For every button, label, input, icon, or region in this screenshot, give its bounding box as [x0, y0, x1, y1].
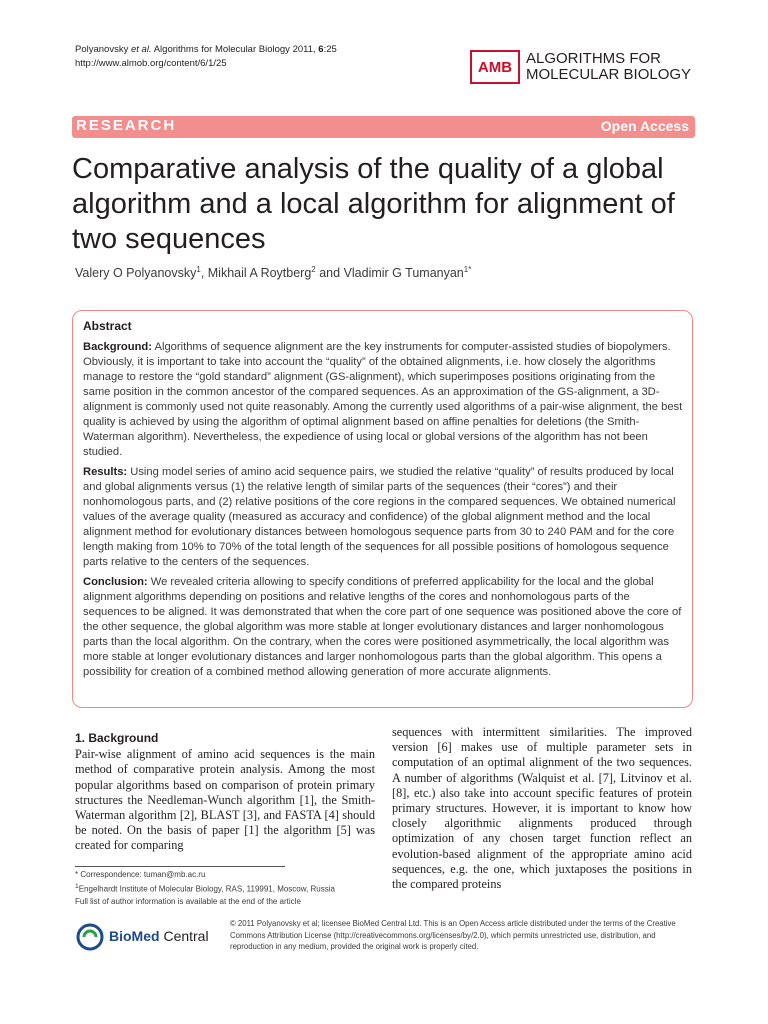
abstract-results	[83, 465, 683, 570]
author-3: Vladimir G Tumanyan	[343, 266, 464, 281]
correspondence: * Correspondence: tuman@mb.ac.ru	[75, 870, 206, 879]
footnotes	[75, 869, 375, 908]
author-separator: ,	[200, 266, 208, 281]
author-2-affil: 2	[311, 265, 316, 274]
background-text: Algorithms of sequence alignment are the key instruments for computer-assisted studies of biopolymers. Obviously, it is important to take into account the “quality” of the obtained alignments, i.e. how closely the algorithms manage to restore the “gold standard” alignment (GS-alignment), which superimposes positions originating from the same position in the common ancestor of the compared sequences. As an approximation of the GS-alignment, a 3D-alignment is commonly used not quite reasonably. Among the currently used algorithms of a pair-wise alignment, the best quality is achieved by using the algorithm of optimal alignment based on affine penalties for deletions (the Smith-Waterman algorithm). Nevertheless, the expedience of using local or global versions of the algorithm has not been studied.	[83, 341, 683, 458]
article-url[interactable]: http://www.almob.org/content/6/1/25	[75, 58, 227, 69]
citation-volume: 6	[318, 44, 324, 55]
body-column-right	[392, 725, 692, 892]
citation-authors: Polyanovsky	[75, 44, 131, 55]
abstract-box	[72, 310, 693, 708]
biomed-swirl-icon	[75, 923, 105, 951]
open-access-label: Open Access	[600, 118, 689, 134]
citation-page: :25	[323, 44, 337, 55]
results-text: Using model series of amino acid sequence pairs, we studied the relative “quality” of results produced by local and global alignments versus (1) the relative length of similar parts of the sequences (their “cores”) and their nonhomologous parts, and (2) relative positions of the core regions in the compared sequences. We obtained numerical values of the average quality (measured as accuracy and confidence) of the global alignment method and the local alignment method for evolutionary distances between homologous sequence parts from 30 to 240 PAM and for the core length making from 10% to 70% of the total length of the sequences for all possible positions of homologous sequence parts relative to the centers of the sequences.	[83, 466, 676, 568]
citation-year: 2011,	[292, 44, 319, 55]
citation-header	[75, 43, 337, 71]
abstract-heading: Abstract	[83, 319, 132, 333]
article-type-band	[72, 116, 695, 138]
author-list	[75, 265, 695, 280]
footnote-divider	[75, 866, 285, 867]
section-heading: 1. Background	[75, 731, 159, 745]
body-paragraph-left: Pair-wise alignment of amino acid sequences is the main method of comparative protein analysis. Among the most popular algorithms based on comparison of protein primary structures the Needleman-Wunch algorithm [1], the Smith-Waterman algorithm [2], BLAST [3], and FASTA [4] should be noted. On the basis of paper [1] the algorithm [5] was created for comparing	[75, 747, 375, 853]
background-label: Background:	[83, 341, 152, 353]
author-1-affil: 1	[196, 265, 201, 274]
body-paragraph-right: sequences with intermittent similarities. The improved version [6] makes use of multiple parameter sets in computation of an optimal alignment of the two sequences. A number of algorithms (Walquist et al. [7], Litvinov et al. [8], etc.) also take into account specific features of protein primary structures. However, it is important to know how closely algorithmic alignments produced through optimization of any chosen target function reflect an evolution-based alignment of the appropriate amino acid sequences, e.g. the one, which juxtaposes the positions in the compared proteins	[392, 725, 692, 892]
journal-name	[526, 51, 691, 83]
affiliation	[75, 881, 375, 896]
author-separator: and	[315, 266, 344, 281]
affiliation-sup: 1	[75, 883, 79, 890]
conclusion-label: Conclusion:	[83, 576, 148, 588]
author-3-affil: 1*	[463, 265, 472, 274]
license-text: © 2011 Polyanovsky et al; licensee BioMed Central Ltd. This is an Open Access article distributed under the terms of the Creative Commons Attribution License (http://creativecommons.org/licenses/by/2.0), which permits unrestricted use, distribution, and reproduction in any medium, provided the original work is properly cited.	[230, 919, 676, 951]
citation-journal: Algorithms for Molecular Biology	[151, 44, 293, 55]
author-2: Mikhail A Roytberg	[207, 266, 312, 281]
abstract-conclusion	[83, 575, 683, 680]
results-label: Results:	[83, 466, 128, 478]
citation-etal: et al.	[130, 44, 152, 55]
article-title: Comparative analysis of the quality of a global algorithm and a local algorithm for alignment of two sequences	[72, 153, 675, 255]
journal-logo	[470, 43, 695, 91]
citation-line	[75, 43, 337, 57]
article-type-label: RESEARCH	[76, 117, 177, 134]
journal-name-line1: ALGORITHMS FOR	[526, 50, 662, 67]
amb-logo-box: AMB	[470, 50, 520, 84]
author-1: Valery O Polyanovsky	[75, 266, 197, 281]
journal-name-line2: MOLECULAR BIOLOGY	[526, 66, 692, 83]
brand-bio: BioMed	[109, 928, 160, 944]
full-list-note: Full list of author information is available at the end of the article	[75, 896, 301, 906]
abstract-background	[83, 340, 683, 460]
affiliation-text: Engelhardt Institute of Molecular Biology, RAS, 119991, Moscow, Russia	[78, 884, 335, 894]
biomed-brand	[109, 928, 209, 944]
brand-central: Central	[159, 928, 209, 944]
body-column-left	[75, 731, 375, 854]
biomed-central-logo	[75, 923, 225, 951]
conclusion-text: We revealed criteria allowing to specify conditions of preferred applicability for the local and the global alignment algorithms depending on positions and relative lengths of the cores and nonhomologous parts of the sequences to be aligned. It was demonstrated that when the core part of one sequence was positioned above the core of the other sequence, the global algorithm was more stable at longer evolutionary distances and larger nonhomologous parts than the local algorithm. On the contrary, when the cores were positioned asymmetrically, the local algorithm was more stable at longer evolutionary distances and larger nonhomologous parts than the global algorithm. This opens a possibility for creation of a combined method allowing generation of more accurate alignments.	[83, 576, 682, 678]
